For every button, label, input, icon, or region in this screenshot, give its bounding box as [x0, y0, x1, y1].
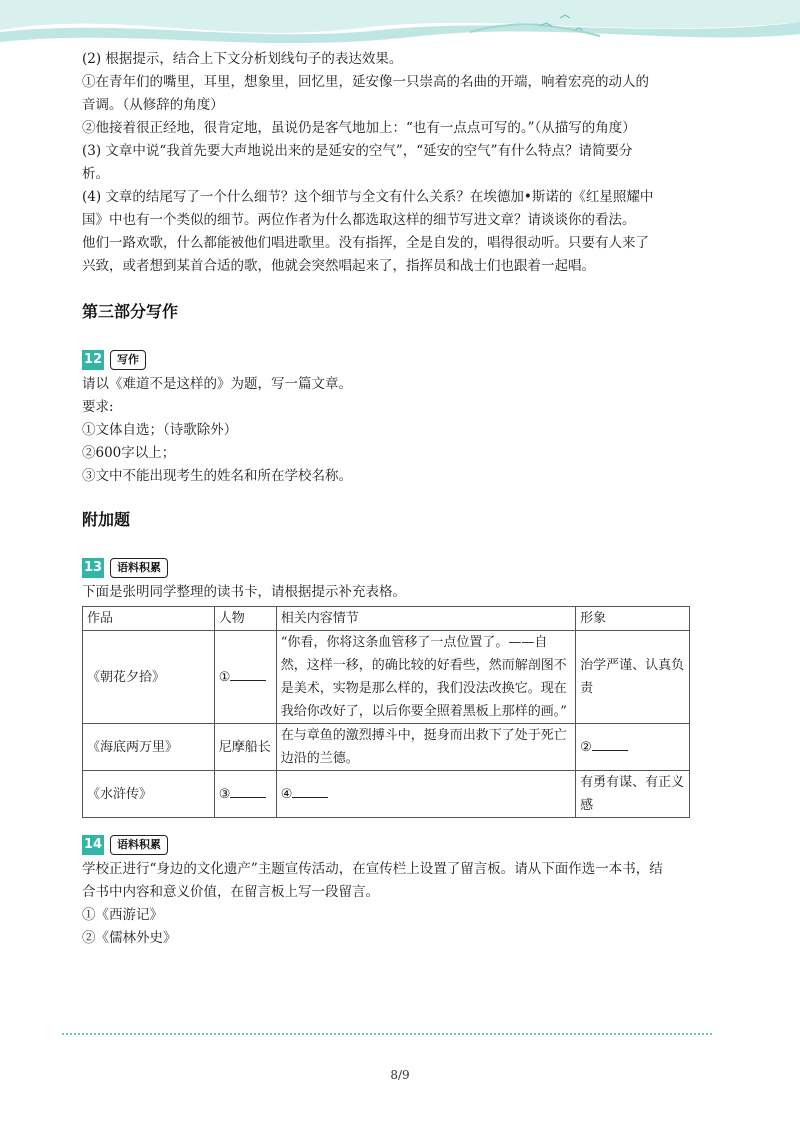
plot-cell [276, 771, 575, 818]
question-number-badge: 14 [82, 835, 104, 855]
question-tag: 写作 [110, 350, 146, 370]
q12-requirement-3: ③文中不能出现考生的姓名和所在学校名称。 [82, 468, 352, 484]
q12-requirements-label: 要求: [82, 399, 114, 415]
section-title-writing: 第三部分写作 [82, 302, 179, 321]
footer-divider [62, 1033, 712, 1035]
q3-line2: 析。 [82, 166, 109, 182]
question-header-12 [82, 347, 702, 373]
q4-line2: 国》中也有一个类似的细节。两位作者为什么都选取这样的细节写进文章？请谈谈你的看法。 [82, 212, 636, 228]
blank-label: ③ [218, 786, 231, 802]
plot-cell: 在与章鱼的激烈搏斗中，挺身而出救下了处于死亡边沿的兰德。 [276, 724, 575, 771]
person-cell [214, 771, 276, 818]
question-header-14 [82, 832, 702, 858]
q13-prompt: 下面是张明同学整理的读书卡，请根据提示补充表格。 [82, 584, 406, 600]
work-cell: 《水浒传》 [83, 771, 215, 818]
blank-label: ④ [280, 786, 293, 802]
q4-line1: (4) 文章的结尾写了一个什么细节？这个细节与全文有什么关系？在埃德加•斯诺的《红星照耀中 [82, 189, 654, 205]
table-header-cell: 形象 [576, 607, 690, 631]
q3-line1: (3) 文章中说“我首先要大声地说出来的是延安的空气”，“延安的空气”有什么特点？请简要分 [82, 143, 633, 159]
q14-prompt-line2: 合书中内容和意义价值，在留言板上写一段留言。 [82, 884, 379, 900]
q4-excerpt-line2: 兴致，或者想到某首合适的歌，他就会突然唱起来了，指挥员和战士们也跟着一起唱。 [82, 258, 595, 274]
image-cell: 治学严谨、认真负责 [576, 631, 690, 724]
q12-requirement-1: ①文体自选；（诗歌除外） [82, 422, 238, 438]
question-tag: 语料积累 [110, 558, 168, 578]
q4-excerpt-line1: 他们一路欢歌，什么都能被他们唱进歌里。没有指挥，全是自发的，唱得很动听。只要有人来了 [82, 235, 649, 251]
q2-item1-line2: 音调。（从修辞的角度） [82, 97, 224, 113]
answer-blank [292, 783, 328, 798]
blank-label: ② [580, 739, 592, 755]
q2-item1-line1: ①在青年们的嘴里，耳里，想象里，回忆里，延安像一只崇高的名曲的开端，响着宏亮的动人的 [82, 74, 649, 90]
q12-requirement-2: ②600字以上； [82, 445, 176, 461]
answer-blank [592, 736, 628, 751]
answer-blank [230, 666, 266, 681]
page-number: 8/9 [390, 1068, 410, 1082]
section-title-bonus: 附加题 [82, 510, 131, 529]
question-header-13 [82, 555, 702, 581]
reading-card-table [82, 606, 690, 818]
table-row [83, 631, 690, 724]
q2-item2: ②他接着很正经地，很肯定地，虽说仍是客气地加上：“也有一点点可写的。”（从描写的角度） [82, 120, 636, 136]
table-row [83, 724, 690, 771]
table-header-cell: 相关内容情节 [276, 607, 575, 631]
q14-option-2: ②《儒林外史》 [82, 930, 177, 946]
image-cell: 有勇有谋、有正义感 [576, 771, 690, 818]
q14-prompt-line1: 学校正进行“身边的文化遗产”主题宣传活动，在宣传栏上设置了留言板。请从下面作选一本书，结 [82, 861, 663, 877]
table-header-cell: 作品 [83, 607, 215, 631]
question-number-badge: 13 [82, 558, 104, 578]
page-content [82, 48, 702, 950]
plot-cell: “你看，你将这条血管移了一点位置了。——自然，这样一移，的确比较的好看些，然而解剖图不是美术，实物是那么样的，我们没法改换它。现在我给你改好了，以后你要全照着黑板上那样的画。” [276, 631, 575, 724]
table-row [83, 771, 690, 818]
table-header-cell: 人物 [214, 607, 276, 631]
question-number-badge: 12 [82, 350, 104, 370]
work-cell: 《朝花夕拾》 [83, 631, 215, 724]
table-header-row [83, 607, 690, 631]
image-cell [576, 724, 690, 771]
q14-option-1: ①《西游记》 [82, 907, 163, 923]
work-cell: 《海底两万里》 [83, 724, 215, 771]
blank-label: ① [218, 669, 231, 685]
q12-prompt: 请以《难道不是这样的》为题，写一篇文章。 [82, 376, 352, 392]
person-cell: 尼摩船长 [214, 724, 276, 771]
person-cell [214, 631, 276, 724]
question-tag: 语料积累 [110, 835, 168, 855]
q2-text: (2) 根据提示，结合上下文分析划线句子的表达效果。 [82, 51, 403, 67]
answer-blank [230, 783, 266, 798]
